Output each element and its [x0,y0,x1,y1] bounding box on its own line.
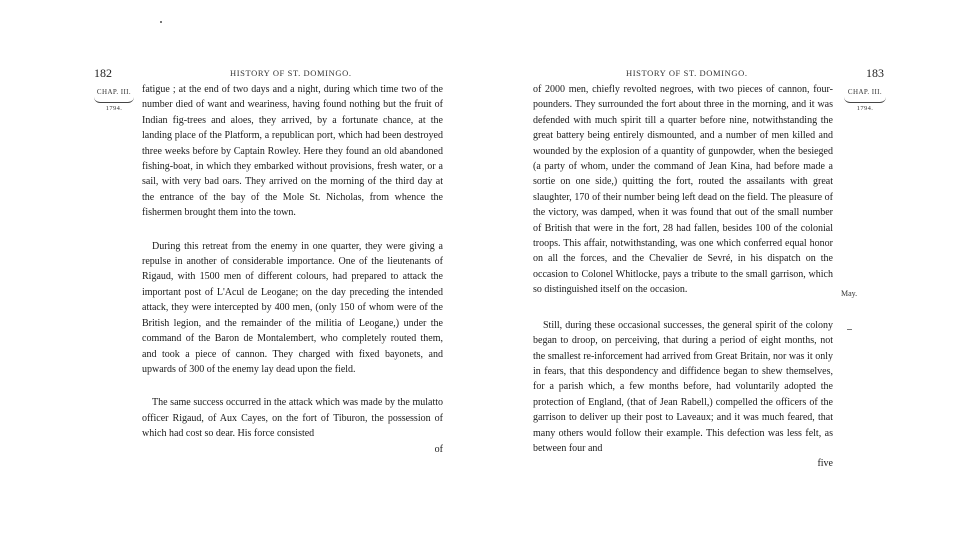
paragraph: During this retreat from the enemy in one quarter, they were giving a repulse in another of considerable importance. One of the lieutenants of Rigaud, with 1500 men of different colours, had prepared to attack the important post of L'Acul de Leogane; on the day preceding the intended attack, they were intercepted by 400 men, (only 150 of whom were of the British legion, and the remainder of the militia of Leogane,) under the command of the Baron de Montalembert, who completely routed them, and took a piece of cannon. They charged with fixed bayonets, and upwards of 300 of the enemy lay dead upon the field. [142,240,443,375]
margin-note [92,88,136,113]
margin-note-year: 1794. [105,105,123,112]
running-head: HISTORY OF ST. DOMINGO. [230,68,352,78]
paragraph: The same success occurred in the attack which was made by the mulatto officer Rigaud, of Aux Cayes, on the fort of Tiburon, the possession of which had cost so dear. His force consisted [142,397,443,440]
brace-mark [94,97,134,103]
paragraph: of 2000 men, chiefly revolted negroes, with two pieces of cannon, four-pounders. They surrounded the fort about three in the morning, and it was defended with much spirit till a quarter before nine, notwithstanding the great battery being entirely dismounted, and a number of men killed and wounded by the explosion of a quantity of gunpowder, when the besieged (a party of whom, under the command of Jean Kina, had before made a sortie on one side,) quitting the fort, routed the assailants with great slaughter, 170 of their number being left dead on the field. The pleasure of the victory, was damped, when it was found that out of the small number of British that were in the fort, 28 had fallen, besides 100 of the colonial troops. This affair, notwithstanding, was one which conferred equal honor on all the forces, and the Chevalier de Sevré, in his dispatch on the occasion to Colonel Whitlocke, pays a tribute to the small garrison, which so distinguished itself on the occasion. [533,84,833,296]
paper-speck [847,329,852,330]
paragraph: Still, during these occasional successes, the general spirit of the colony began to droop, on perceiving, that during a period of eight months, not the smallest re-inforcement had arrived from Great Britain, nor was it only in fears, that this despondency and diffidence began to shew themselves, for a parish which, a few months before, had voluntarily adopted the protection of England, (that of Jean Rabell,) compelled the officers of the garrison to deliver up their post to Laveaux; and it was much feared, that many others would follow their example. This defection was less felt, as between four and [533,319,833,454]
margin-note-year: 1794. [856,105,874,112]
body-text [142,82,443,457]
catchword: of [434,443,443,455]
margin-note-may: May. [841,289,858,298]
margin-note-chapter: CHAP. III. [96,88,132,96]
catchword: five [817,458,833,470]
running-head: HISTORY OF ST. DOMINGO. [626,68,748,78]
page-number: 183 [866,66,884,80]
margin-note-chapter: CHAP. III. [847,88,883,96]
page-number: 182 [94,66,112,80]
paper-speck [160,21,162,23]
paragraph: fatigue ; at the end of two days and a night, during which time two of the number died of want and weariness, having found nothing but the fruit of Indian fig-trees and aloes, they arrived, by a fortunate chance, at the landing place of the Platform, a republican port, which had been destroyed three weeks before by Captain Rowley. Here they found an old abandoned fishing-boat, in which they embarked without provisions, fresh water, or a sail, with very bad oars. They arrived on the morning of the third day at the entrance of the bay of the Mole St. Nicholas, from whence the fishermen brought them into the town. [142,84,443,219]
right-page [490,0,980,560]
body-text [533,82,833,472]
margin-note [842,88,888,113]
brace-mark [844,97,886,103]
